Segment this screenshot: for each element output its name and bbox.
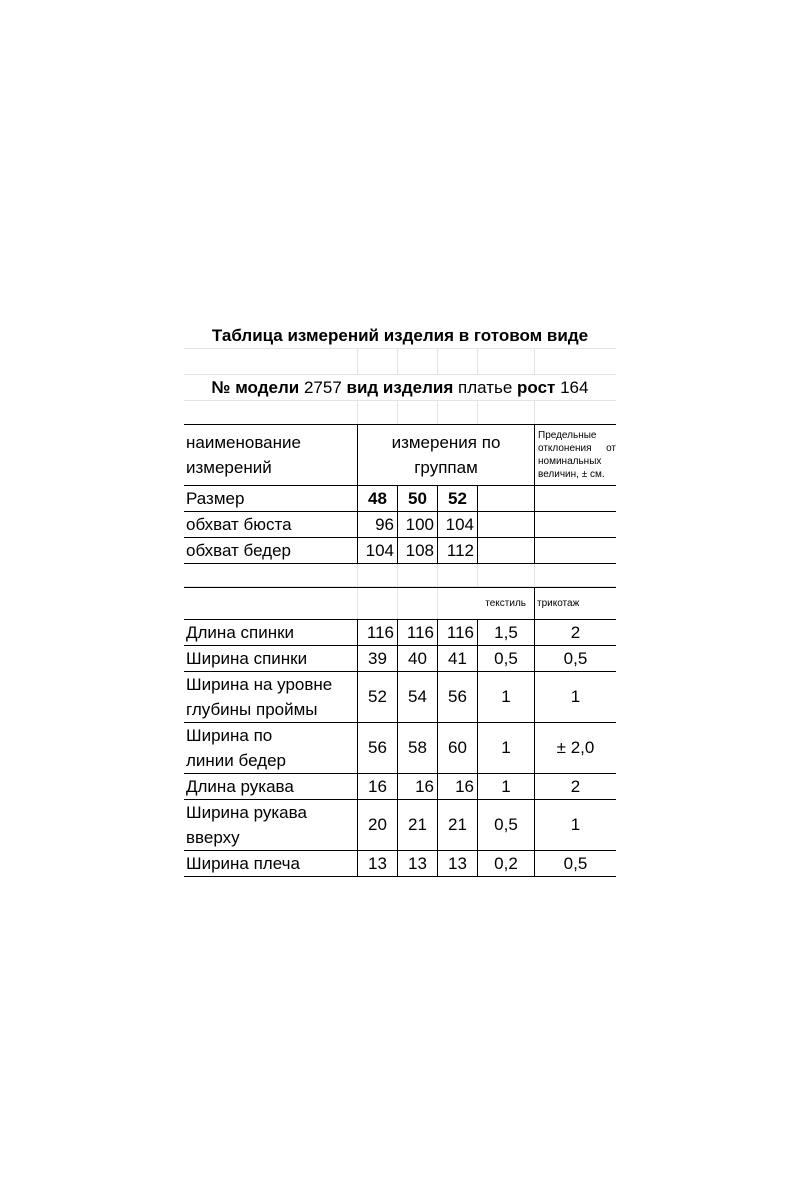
tolerance-header-row [184,587,616,620]
size-row [184,486,616,512]
table-row [184,538,616,564]
row-textile: 1 [478,774,535,799]
row-knit: ± 2,0 [556,738,595,757]
row-name: Ширина по линии бедер [184,723,358,773]
type-label: вид изделия [346,378,454,397]
header-row [184,424,616,486]
row-value: 54 [398,672,438,722]
table-row [184,620,616,646]
table-row [184,800,616,851]
row-value: 116 [358,620,398,645]
table-title: Таблица измерений изделия в готовом виде [211,326,589,345]
row-name: Ширина рукава вверху [184,800,358,850]
row-value: 104 [358,538,398,563]
row-textile: 1,5 [478,620,535,645]
row-value: 116 [398,620,438,645]
table-row [184,672,616,723]
row-value: 58 [398,723,438,773]
row-value: 112 [438,538,478,563]
row-knit: 2 [570,622,581,642]
type-value: платье [457,378,513,397]
knit-header: трикотаж [537,598,580,609]
row-value: 116 [438,620,478,645]
row-name: обхват бедер [184,538,358,563]
row-value: 13 [398,851,438,876]
row-value: 16 [358,774,398,799]
row-name: обхват бюста [184,512,358,537]
table-row [184,723,616,774]
spacer-row-3 [184,564,616,587]
model-value: 2757 [303,378,342,397]
size-48: 48 [358,486,398,511]
row-knit: 1 [570,815,581,834]
textile-header: текстиль [438,588,535,619]
row-value: 56 [438,672,478,722]
size-label: Размер [184,486,358,511]
row-value: 60 [438,723,478,773]
table-row [184,646,616,672]
table-row [184,851,616,877]
row-value: 108 [398,538,438,563]
row-value: 20 [358,800,398,850]
row-knit: 0,5 [563,853,588,873]
height-value: 164 [560,378,589,397]
row-value: 52 [358,672,398,722]
row-value: 21 [438,800,478,850]
row-name: Ширина на уровне глубины проймы [184,672,358,722]
row-name: Длина спинки [184,620,358,645]
row-value: 39 [358,646,398,671]
size-52: 52 [438,486,478,511]
row-textile: 1 [478,723,535,773]
row-knit: 1 [570,687,581,706]
row-value: 96 [358,512,398,537]
row-value: 16 [398,774,438,799]
row-value: 21 [398,800,438,850]
row-value: 13 [358,851,398,876]
model-label: № модели [211,378,300,397]
row-textile: 1 [478,672,535,722]
height-label: рост [517,378,556,397]
row-knit: 2 [570,776,581,796]
row-value: 16 [438,774,478,799]
header-tolerance: Предельные отклонения от номинальных величин, ± см. [538,430,616,480]
row-textile: 0,5 [478,800,535,850]
model-row [184,375,616,401]
row-name: Ширина спинки [184,646,358,671]
spacer-row [184,349,616,375]
table-row [184,512,616,538]
row-value: 40 [398,646,438,671]
header-name: наименование измерений [184,425,358,485]
size-50: 50 [398,486,438,511]
model-line [184,375,616,401]
row-value: 104 [438,512,478,537]
table-row [184,774,616,800]
header-groups: измерения по группам [358,425,535,485]
row-value: 41 [438,646,478,671]
row-textile: 0,2 [478,851,535,876]
row-name: Ширина плеча [184,851,358,876]
row-name: Длина рукава [184,774,358,799]
row-value: 56 [358,723,398,773]
spacer-row-2 [184,401,616,424]
row-value: 13 [438,851,478,876]
title-row [184,323,616,349]
row-value: 100 [398,512,438,537]
row-textile: 0,5 [478,646,535,671]
row-knit: 0,5 [563,648,588,668]
